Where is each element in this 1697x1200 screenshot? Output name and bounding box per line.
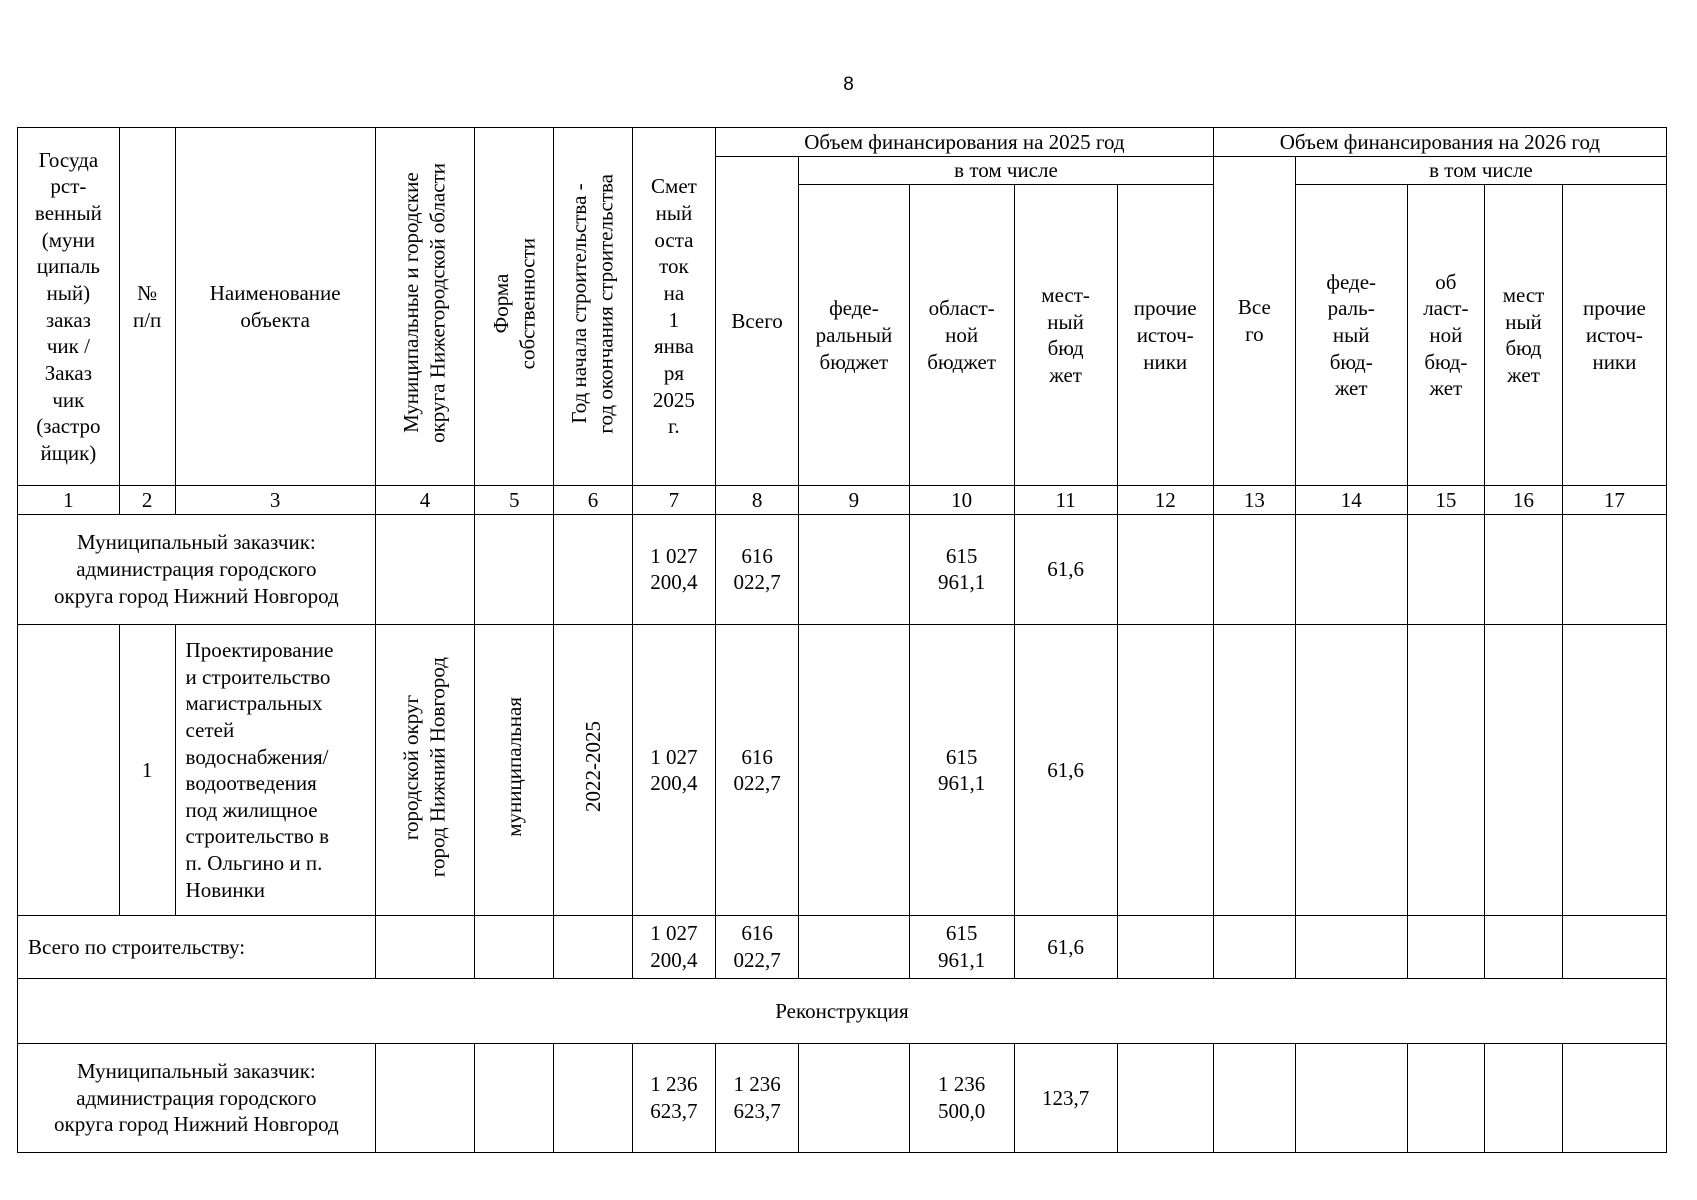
regional-2025-value: 615 961,1 bbox=[909, 916, 1014, 978]
col-number: 14 bbox=[1295, 486, 1407, 515]
customer-row-2 bbox=[18, 1044, 1667, 1153]
header-federal-2025: феде- ральный бюджет bbox=[799, 185, 910, 486]
col-number: 8 bbox=[716, 486, 799, 515]
estimate-value: 1 236 623,7 bbox=[632, 1044, 715, 1153]
header-number: № п/п bbox=[119, 128, 175, 486]
header-local-2026: мест ный бюд жет bbox=[1485, 185, 1563, 486]
col-number: 13 bbox=[1213, 486, 1295, 515]
header-including-2025: в том числе bbox=[799, 156, 1214, 185]
regional-2025-value: 615 961,1 bbox=[909, 514, 1014, 624]
local-2025-value: 123,7 bbox=[1014, 1044, 1117, 1153]
col-number: 6 bbox=[554, 486, 633, 515]
header-years-text: Год начала строительства - год окончания строительства bbox=[567, 173, 618, 434]
header-financing-2025: Объем финансирования на 2025 год bbox=[716, 128, 1214, 157]
regional-2025-value: 615 961,1 bbox=[909, 624, 1014, 916]
local-2025-value: 61,6 bbox=[1014, 514, 1117, 624]
object-ownership bbox=[475, 624, 554, 916]
object-municipality-text: городской округ город Нижний Новгород bbox=[399, 656, 451, 877]
regional-2025-value: 1 236 500,0 bbox=[909, 1044, 1014, 1153]
object-years-text: 2022-2025 bbox=[580, 721, 605, 813]
header-estimate: Смет ный оста ток на 1 янва ря 2025 г. bbox=[632, 128, 715, 486]
section-row bbox=[18, 978, 1667, 1043]
local-2025-value: 61,6 bbox=[1014, 916, 1117, 978]
total-label: Всего по строительству: bbox=[18, 916, 376, 978]
object-years bbox=[554, 624, 633, 916]
col-number: 15 bbox=[1407, 486, 1485, 515]
col-number: 16 bbox=[1485, 486, 1563, 515]
total-2025-value: 616 022,7 bbox=[716, 916, 799, 978]
col-number: 12 bbox=[1117, 486, 1213, 515]
col-number: 7 bbox=[632, 486, 715, 515]
header-total-2025: Всего bbox=[716, 156, 799, 486]
header-other-2025: прочие источ- ники bbox=[1117, 185, 1213, 486]
header-customer: Госуда рст- венный (муни ципаль ный) заказ чик / Заказ чик (застро йщик) bbox=[18, 128, 120, 486]
col-number: 5 bbox=[475, 486, 554, 515]
total-row bbox=[18, 916, 1667, 978]
col-number: 4 bbox=[375, 486, 475, 515]
page-number: 8 bbox=[843, 74, 854, 95]
header-other-2026: прочие источ- ники bbox=[1562, 185, 1666, 486]
col-number: 17 bbox=[1562, 486, 1666, 515]
col-number: 10 bbox=[909, 486, 1014, 515]
total-2025-value: 1 236 623,7 bbox=[716, 1044, 799, 1153]
total-2025-value: 616 022,7 bbox=[716, 624, 799, 916]
header-regional-2026: об ласт- ной бюд- жет bbox=[1407, 185, 1485, 486]
customer-label: Муниципальный заказчик: администрация городского округа город Нижний Новгород bbox=[18, 514, 376, 624]
header-local-2025: мест- ный бюд жет bbox=[1014, 185, 1117, 486]
header-ownership bbox=[475, 128, 554, 486]
object-ownership-text: муниципальная bbox=[501, 696, 526, 837]
object-name: Проектирование и строительство магистральных сетей водоснабжения/ водоотведения под жилищное строительство в п. Ольгино и п. Новинки bbox=[175, 624, 375, 916]
estimate-value: 1 027 200,4 bbox=[632, 916, 715, 978]
header-municipality-text: Муниципальные и городские округа Нижегородской области bbox=[399, 163, 451, 444]
col-number: 1 bbox=[18, 486, 120, 515]
local-2025-value: 61,6 bbox=[1014, 624, 1117, 916]
object-row bbox=[18, 624, 1667, 916]
header-financing-2026: Объем финансирования на 2026 год bbox=[1213, 128, 1666, 157]
customer-row bbox=[18, 514, 1667, 624]
col-number: 2 bbox=[119, 486, 175, 515]
header-row-1 bbox=[18, 128, 1667, 157]
header-municipality bbox=[375, 128, 475, 486]
customer-label: Муниципальный заказчик: администрация городского округа город Нижний Новгород bbox=[18, 1044, 376, 1153]
header-object-name: Наименование объекта bbox=[175, 128, 375, 486]
estimate-value: 1 027 200,4 bbox=[632, 514, 715, 624]
total-2025-value: 616 022,7 bbox=[716, 514, 799, 624]
header-ownership-text: Форма собственности bbox=[488, 237, 540, 369]
estimate-value: 1 027 200,4 bbox=[632, 624, 715, 916]
header-years bbox=[554, 128, 633, 486]
col-number: 11 bbox=[1014, 486, 1117, 515]
col-number: 3 bbox=[175, 486, 375, 515]
header-total-2026: Все го bbox=[1213, 156, 1295, 486]
column-number-row bbox=[18, 486, 1667, 515]
header-including-2026: в том числе bbox=[1295, 156, 1666, 185]
header-regional-2025: област- ной бюджет bbox=[909, 185, 1014, 486]
financing-table bbox=[17, 127, 1667, 1153]
section-title: Реконструкция bbox=[18, 978, 1667, 1043]
object-municipality bbox=[375, 624, 475, 916]
header-federal-2026: феде- раль- ный бюд- жет bbox=[1295, 185, 1407, 486]
col-number: 9 bbox=[799, 486, 910, 515]
object-number: 1 bbox=[119, 624, 175, 916]
